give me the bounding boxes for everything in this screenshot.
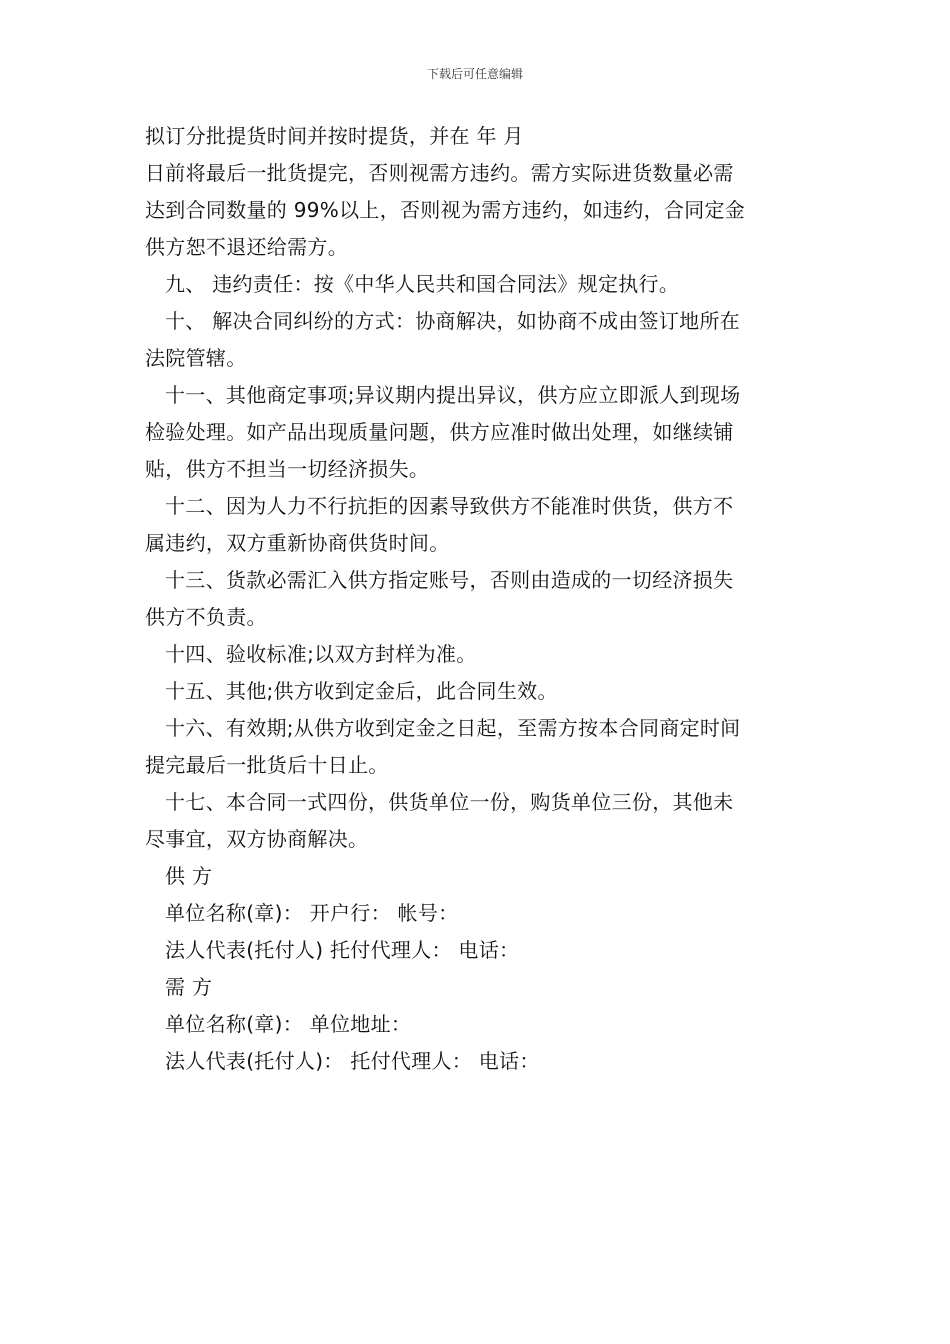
clause-11: 十一、其他商定事项;异议期内提出异议，供方应立即派人到现场 bbox=[165, 383, 741, 407]
paragraph-line: 属违约，双方重新协商供货时间。 bbox=[145, 531, 450, 555]
paragraph-line: 达到合同数量的 99%以上，否则视为需方违约，如违约，合同定金 bbox=[145, 198, 746, 222]
paragraph-line: 拟订分批提货时间并按时提货，并在 年 月 bbox=[145, 124, 524, 148]
clause-13: 十三、货款必需汇入供方指定账号，否则由造成的一切经济损失 bbox=[165, 568, 734, 592]
clause-17: 十七、本合同一式四份，供货单位一份，购货单位三份，其他未 bbox=[165, 790, 734, 814]
supplier-rep-line: 法人代表(托付人) 托付代理人： 电话： bbox=[165, 938, 520, 962]
document-body bbox=[145, 118, 810, 1080]
clause-15: 十五、其他;供方收到定金后，此合同生效。 bbox=[165, 679, 558, 703]
paragraph-line: 日前将最后一批货提完，否则视需方违约。需方实际进货数量必需 bbox=[145, 161, 734, 185]
buyer-unit-line: 单位名称(章)： 单位地址： bbox=[165, 1012, 412, 1036]
buyer-heading: 需 方 bbox=[165, 975, 213, 999]
clause-12: 十二、因为人力不行抗拒的因素导致供方不能准时供货，供方不 bbox=[165, 494, 734, 518]
paragraph-line: 法院管辖。 bbox=[145, 346, 247, 370]
page-header: 下载后可任意编辑 bbox=[426, 67, 523, 81]
paragraph-line: 尽事宜，双方协商解决。 bbox=[145, 827, 369, 851]
paragraph-line: 贴，供方不担当一切经济损失。 bbox=[145, 457, 430, 481]
supplier-heading: 供 方 bbox=[165, 864, 213, 888]
clause-9: 九、 违约责任：按《中华人民共和国合同法》规定执行。 bbox=[165, 272, 680, 296]
paragraph-line: 检验处理。如产品出现质量问题，供方应准时做出处理，如继续铺 bbox=[145, 420, 734, 444]
supplier-unit-line: 单位名称(章)： 开户行： 帐号： bbox=[165, 901, 459, 925]
paragraph-line: 供方不负责。 bbox=[145, 605, 267, 629]
clause-10: 十、 解决合同纠纷的方式：协商解决，如协商不成由签订地所在 bbox=[165, 309, 741, 333]
paragraph-line: 提完最后一批货后十日止。 bbox=[145, 753, 389, 777]
paragraph-line: 供方恕不退还给需方。 bbox=[145, 235, 348, 259]
clause-16: 十六、有效期;从供方收到定金之日起，至需方按本合同商定时间 bbox=[165, 716, 741, 740]
clause-14: 十四、验收标准;以双方封样为准。 bbox=[165, 642, 477, 666]
buyer-rep-line: 法人代表(托付人)： 托付代理人： 电话： bbox=[165, 1049, 540, 1073]
